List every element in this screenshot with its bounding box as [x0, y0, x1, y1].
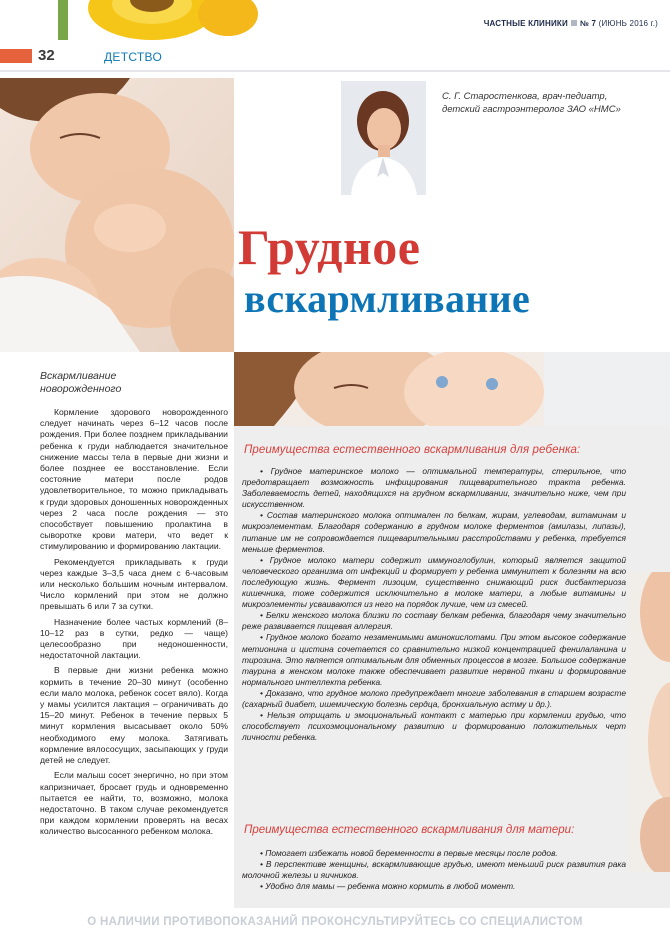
mother-child-faces-photo — [234, 352, 670, 426]
mother-benefits-list — [242, 848, 626, 892]
mother-baby-photo — [0, 78, 234, 352]
left-column-subheading — [40, 370, 228, 396]
footer-disclaimer: О НАЛИЧИИ ПРОТИВОПОКАЗАНИЙ ПРОКОНСУЛЬТИРУЙТЕСЬ СО СПЕЦИАЛИСТОМ — [87, 916, 583, 928]
list-item: • Грудное материнское молоко — оптимальной температуры, стерильное, что предотвращает возможность инфицирования пищеварительного тракта ребенка. Заболеваемость детей, находящихся на грудном вскармливании, значительно ниже, чем при искусственном. — [242, 466, 626, 510]
left-column — [40, 370, 228, 842]
child-benefits-list — [242, 466, 626, 743]
paragraph: Назначение более частых кормлений (8–10–12 раз в сутки, редко — чаще) целесообразно при недоношенности, недостаточной лактации. — [40, 616, 228, 661]
paragraph: Рекомендуется прикладывать к груди через каждые 3–3,5 часа днем с 6-часовым или несколько большим ночным интервалом. Число кормлений при этом не должно превышать 6 или 7 за сутки. — [40, 556, 228, 612]
list-item: • Удобно для мамы — ребенка можно кормить в любой момент. — [260, 881, 516, 892]
section-name: ДЕТСТВО — [104, 50, 163, 64]
header-divider — [0, 70, 670, 72]
paragraph: Если малыш сосет энергично, но при этом капризничает, бросает грудь и одновременно пытается ее найти, то, возможно, молока недостаточно. В таком случае рекомендуется при каждом кормлении проверять на весах количество высосанного ребенком молока. — [40, 770, 228, 837]
list-item: • Состав материнского молока оптимален по белкам, жирам, углеводам, витаминам и микроэлементам. Благодаря содержанию в грудном молоке ферментов (амилазы, липазы), питание им не сопровождается пищеварительными расстройствами у ребенка, требуется меньше ферментов. — [242, 510, 626, 554]
list-item: • Помогает избежать новой беременности в первые месяцы после родов. — [260, 848, 558, 858]
article-title-line-2: вскармливание — [244, 276, 531, 321]
page-number: 32 — [38, 47, 55, 64]
list-item: • Нельзя отрицать и эмоциональный контакт с матерью при кормлении грудью, что способствует психоэмоциональному развитию и формированию положительных черт личности ребенка. — [242, 710, 626, 743]
subheading-line-2: новорожденного — [40, 383, 122, 395]
child-benefits-heading: Преимущества естественного вскармливания для ребенка: — [244, 444, 581, 456]
subheading-line-1: Вскармливание — [40, 370, 117, 382]
article-title — [238, 218, 670, 322]
issue-date: (ИЮНЬ 2016 г.) — [598, 19, 658, 28]
paragraph: Кормление здорового новорожденного следует начинать через 6–12 часов после рождения. При более позднем прикладывании ребенка к груди наблюдается значительное снижение массы тела в первые дни жизни и более позднее ее восстановление. Если состояние матери после родов удовлетворительное, то можно прикладывать к груди здоровых доношенных новорожденных через 2 часа после рождения — это способствует повышению пролактина в сыворотке крови матери, что ведет к стимулированию и формированию лактации. — [40, 407, 228, 552]
mother-benefits-heading: Преимущества естественного вскармливания для матери: — [244, 824, 575, 836]
author-caption-line-2: детский гастроэнтеролог ЗАО «НМС» — [442, 104, 621, 115]
article-title-line-1: Грудное — [238, 219, 421, 275]
page-number-bar — [0, 49, 32, 63]
list-item: • В перспективе женщины, вскармливающие грудью, имеют меньший риск развития рака молочной железы и яичников. — [242, 859, 626, 881]
author-caption — [442, 90, 667, 116]
list-item: • Белки женского молока близки по составу белкам ребенка, благодаря чему значительно реже развивается пищевая аллергия. — [242, 610, 626, 632]
doctor-photo — [341, 81, 426, 195]
issue-number: № 7 — [579, 19, 597, 28]
list-item: • Грудное молоко матери содержит иммуноглобулин, который является защитой человеческого организма от инфекций и формирует у ребенка иммунитет к болезням на всю последующую жизнь. Фермент лизоцим, существенно снижающий риск дисбактериоза кишечника, тоже содержится исключительно в молоке матери, а любые витамины и микроэлементы усваиваются из него на порядок лучше, чем из смесей. — [242, 554, 626, 610]
magazine-name: ЧАСТНЫЕ КЛИНИКИ — [483, 19, 568, 28]
author-caption-line-1: С. Г. Старостенкова, врач-педиатр, — [442, 91, 608, 102]
square-separator-icon — [571, 20, 577, 26]
sunflower-photo — [40, 0, 260, 40]
list-item: • Грудное молоко богато незаменимыми аминокислотами. При этом высокое содержание метионина и цистина сочетается со сравнительно низкой концентрацией фенилаланина и тирозина. Это является оптимальным для обменных процессов в мозге. Большое содержание таурина в женском молоке также обеспечивает развитие нервной ткани и формирование нормального интеллекта ребенка. — [242, 632, 626, 687]
magazine-header — [484, 19, 658, 28]
list-item: • Доказано, что грудное молоко предупреждает многие заболевания в старшем возрасте (сахарный диабет, ишемическую болезнь сердца, бронхиальную астму и др.). — [242, 687, 626, 709]
paragraph: В первые дни жизни ребенка можно кормить в течение 20–30 минут (особенно если мало молока, ребенок сосет вяло). Когда у мамы усилится лактация – ограничивать до 15–20 минут. Ребенок в течение первых 5 минут кормления высасывает около 50% необходимого ему молока. Затягивать кормление вялососущих, засыпающих у груди детей не следует. — [40, 665, 228, 766]
